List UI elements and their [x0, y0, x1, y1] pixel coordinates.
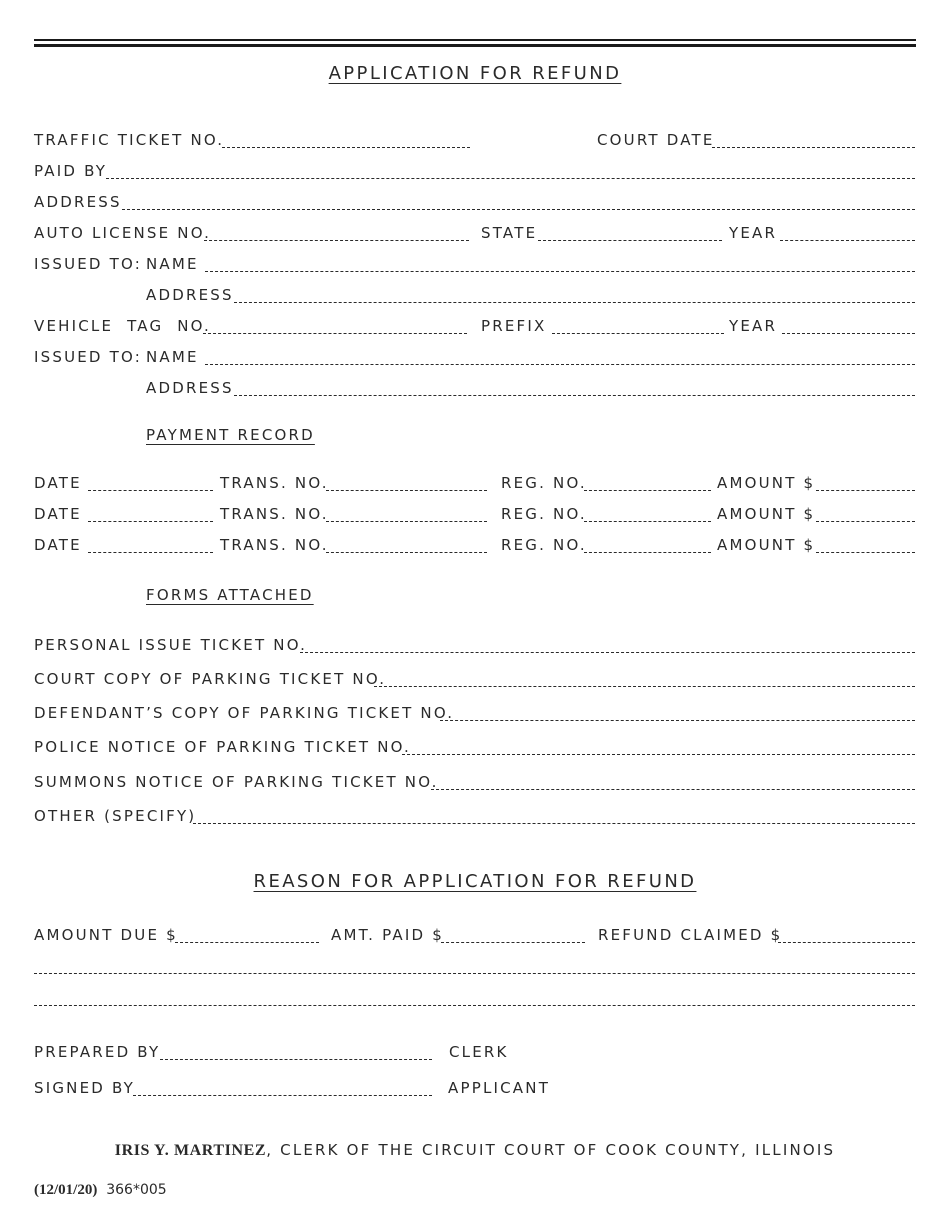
reason-line-1[interactable] [34, 973, 915, 974]
payment-trans-label: TRANS. NO. [220, 505, 329, 523]
amt-paid-label: AMT. PAID $ [331, 926, 444, 944]
personal-issue-ticket-field[interactable] [300, 652, 915, 653]
payment-date-field[interactable] [88, 521, 213, 522]
personal-issue-ticket-label: PERSONAL ISSUE TICKET NO. [34, 636, 308, 654]
payment-date-label: DATE [34, 536, 82, 554]
issued-to-name-field-2[interactable] [205, 364, 915, 365]
refund-claimed-label: REFUND CLAIMED $ [598, 926, 783, 944]
court-date-field[interactable] [712, 147, 915, 148]
payment-trans-field[interactable] [326, 521, 487, 522]
issued-to-label: ISSUED TO: [34, 255, 143, 273]
payment-date-label: DATE [34, 505, 82, 523]
issued-to-address-label-2: ADDRESS [146, 379, 234, 397]
license-year-field[interactable] [780, 240, 915, 241]
payment-reg-label: REG. NO. [501, 505, 587, 523]
defendant-copy-ticket-field[interactable] [440, 720, 915, 721]
issued-to-address-field-2[interactable] [234, 395, 915, 396]
court-copy-ticket-field[interactable] [374, 686, 915, 687]
prepared-by-field[interactable] [160, 1059, 432, 1060]
police-notice-ticket-label: POLICE NOTICE OF PARKING TICKET NO. [34, 738, 412, 756]
issued-to-address-field[interactable] [234, 302, 915, 303]
header-rule-bottom [34, 44, 916, 47]
court-date-label: COURT DATE [597, 131, 715, 149]
form-code-line [34, 1182, 167, 1199]
issued-to-name-field[interactable] [205, 271, 915, 272]
issued-to-name-label: NAME [146, 255, 199, 273]
other-specify-label: OTHER (SPECIFY) [34, 807, 197, 825]
applicant-label: APPLICANT [448, 1079, 551, 1097]
tag-year-field[interactable] [782, 333, 915, 334]
signed-by-label: SIGNED BY [34, 1079, 136, 1097]
issued-to-label-2: ISSUED TO: [34, 348, 143, 366]
summons-notice-ticket-field[interactable] [431, 789, 915, 790]
prefix-label: PREFIX [481, 317, 547, 335]
payment-amount-field[interactable] [816, 521, 915, 522]
reason-title: REASON FOR APPLICATION FOR REFUND [253, 871, 697, 892]
paid-by-field[interactable] [106, 178, 915, 179]
traffic-ticket-field[interactable] [222, 147, 470, 148]
payment-trans-field[interactable] [326, 490, 487, 491]
court-copy-ticket-label: COURT COPY OF PARKING TICKET NO. [34, 670, 387, 688]
summons-notice-ticket-label: SUMMONS NOTICE OF PARKING TICKET NO. [34, 773, 439, 791]
payment-amount-field[interactable] [816, 552, 915, 553]
payment-reg-field[interactable] [584, 490, 711, 491]
address-field[interactable] [122, 209, 915, 210]
other-specify-field[interactable] [193, 823, 915, 824]
payment-reg-field[interactable] [584, 521, 711, 522]
payment-date-field[interactable] [88, 552, 213, 553]
vehicle-tag-field[interactable] [203, 333, 467, 334]
payment-date-label: DATE [34, 474, 82, 492]
amount-due-field[interactable] [175, 942, 319, 943]
form-title: APPLICATION FOR REFUND [328, 63, 622, 84]
header-rule-top [34, 39, 916, 41]
issued-to-name-label-2: NAME [146, 348, 199, 366]
payment-date-field[interactable] [88, 490, 213, 491]
auto-license-label: AUTO LICENSE NO. [34, 224, 212, 242]
payment-reg-field[interactable] [584, 552, 711, 553]
form-code: 366*005 [106, 1182, 167, 1198]
amount-due-label: AMOUNT DUE $ [34, 926, 178, 944]
revision-date: (12/01/20) [34, 1182, 98, 1198]
police-notice-ticket-field[interactable] [402, 754, 915, 755]
payment-amount-label: AMOUNT $ [717, 505, 816, 523]
payment-trans-field[interactable] [326, 552, 487, 553]
payment-reg-label: REG. NO. [501, 536, 587, 554]
payment-record-heading: PAYMENT RECORD [146, 426, 315, 444]
defendant-copy-ticket-label: DEFENDANT’S COPY OF PARKING TICKET NO. [34, 704, 455, 722]
payment-amount-label: AMOUNT $ [717, 474, 816, 492]
state-field[interactable] [538, 240, 722, 241]
vehicle-tag-label: VEHICLE TAG NO. [34, 317, 212, 335]
clerk-office: , CLERK OF THE CIRCUIT COURT OF COOK COUNTY, ILLINOIS [266, 1141, 836, 1159]
payment-amount-label: AMOUNT $ [717, 536, 816, 554]
footer-clerk-line [0, 1141, 950, 1160]
payment-trans-label: TRANS. NO. [220, 474, 329, 492]
prepared-by-label: PREPARED BY [34, 1043, 161, 1061]
payment-amount-field[interactable] [816, 490, 915, 491]
refund-claimed-field[interactable] [778, 942, 915, 943]
forms-attached-heading: FORMS ATTACHED [146, 586, 314, 604]
payment-trans-label: TRANS. NO. [220, 536, 329, 554]
traffic-ticket-label: TRAFFIC TICKET NO. [34, 131, 225, 149]
clerk-name: IRIS Y. MARTINEZ [114, 1142, 267, 1159]
signed-by-field[interactable] [133, 1095, 432, 1096]
amt-paid-field[interactable] [441, 942, 585, 943]
state-label: STATE [481, 224, 538, 242]
issued-to-address-label: ADDRESS [146, 286, 234, 304]
license-year-label: YEAR [729, 224, 778, 242]
address-label: ADDRESS [34, 193, 122, 211]
prefix-field[interactable] [552, 333, 724, 334]
reason-line-2[interactable] [34, 1005, 915, 1006]
paid-by-label: PAID BY [34, 162, 108, 180]
tag-year-label: YEAR [729, 317, 778, 335]
clerk-label: CLERK [449, 1043, 509, 1061]
auto-license-field[interactable] [204, 240, 469, 241]
payment-reg-label: REG. NO. [501, 474, 587, 492]
